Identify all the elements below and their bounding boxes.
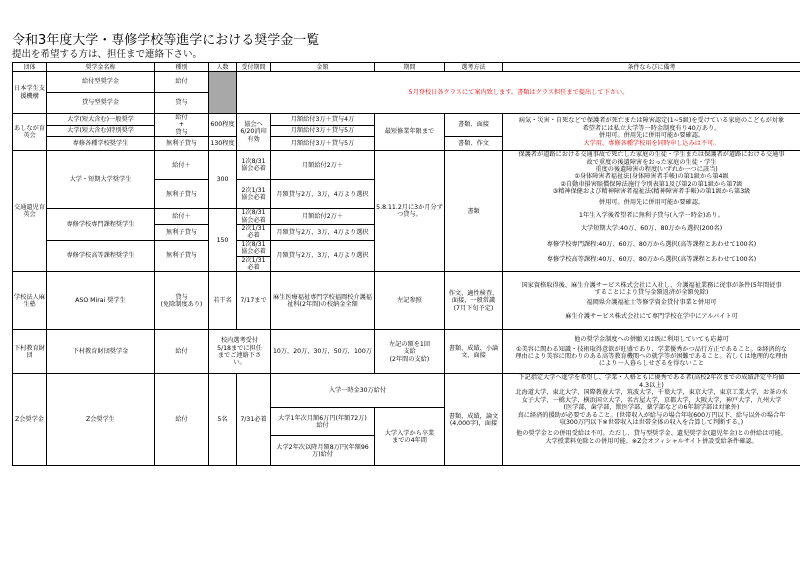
ashinaga-notes [503, 114, 800, 151]
amount-line: 万)給付 [312, 450, 333, 458]
period-line: い。 [233, 359, 246, 367]
aso-select [445, 272, 503, 330]
jasso-notice: 5月登校日各クラスにて案内致します。書類はクラス担任まで提出して下さい。 [237, 72, 800, 114]
note-line: 併用可。併用先に併用可能か要確認。 [598, 132, 705, 140]
jasso-count-cell [209, 72, 237, 114]
jasso-name-grant: 給付型奨学金 [47, 72, 155, 93]
note-line: することにより貸与金額返済が全額免除) [594, 289, 709, 297]
period-line: 必着 [247, 264, 260, 272]
period-line: 5/18までに担任 [217, 344, 262, 352]
period-line: 協会必着 [241, 194, 266, 202]
zkai-select [445, 374, 503, 466]
period-line: 1次8/31 [241, 240, 266, 248]
note-line: ③精神保健および精神障害者福祉法(精神障害者手帳)の第1級から第3級 [552, 188, 751, 196]
ashinaga-period-line: 協会へ [244, 121, 263, 128]
table-row [13, 114, 800, 126]
kotsu-period-f [237, 256, 271, 272]
zkai-amount-y2 [271, 436, 375, 466]
ashinaga-name-special: 大学(短大含む)特別奨学 [47, 125, 155, 137]
ashinaga-period [237, 114, 271, 151]
ashinaga-amount-general: 月額給付3万＋貸与4万 [271, 114, 375, 126]
kotsu-amount-give-2: 月額給付2万＋ [271, 209, 375, 225]
kotsu-select: 書類 [445, 151, 503, 272]
kotsu-type-loan: 無利子貸与 [155, 180, 209, 209]
ashinaga-name-general: 大学(短大含む)一般奨学 [47, 114, 155, 126]
ashinaga-type-loan: 貸与 [175, 128, 188, 136]
header-row [13, 63, 800, 72]
note-line: 女子大学，一橋大学，横浜国立大学，名古屋大学，京都大学，大阪大学，神戸大学，九州大学 [521, 396, 782, 404]
ashinaga-type-plus: + [178, 121, 185, 129]
period-line: 2次1/31 [241, 186, 266, 194]
kotsu-term: 5.8.11.2月に3か月分ずつ貸与。 [375, 151, 445, 272]
note-line: 専修学校専門課程:40万、60万、80万から選択(高等課程とあわせて100名) [546, 240, 757, 248]
kotsu-type-loan-2: 無利子貸与 [155, 225, 209, 241]
select-line: 書類、成績、小論 [448, 344, 499, 352]
note-line: 下記指定大学へ進学を希望し、学業・人格ともに優秀である者(高校2年次までの成績評定平均値 [518, 374, 785, 382]
kotsu-amount-give: 月額給付2万＋ [271, 151, 375, 180]
term-line: 大学入学から卒業 [384, 429, 435, 437]
aso-amount [271, 272, 375, 330]
note-line: 理由により美容に関わりのある高等教育機関への就学等が困難であること。若しくは地理的な理由 [515, 352, 788, 360]
header-notes: 条件ならびに備考 [503, 63, 800, 72]
period-line: 2次1/31 [241, 225, 266, 233]
period-line: 1次8/31 [241, 157, 266, 165]
ashinaga-select-uni: 書類、面接 [445, 114, 503, 137]
header-selection: 選考方法 [445, 63, 503, 72]
aso-select-line: 面接、一般常識 [451, 297, 496, 305]
aso-amount-text: 麻生医療福祉専門学校福岡校介護福祉科(2年間)の校納金全額 [273, 293, 372, 308]
note-line: 大学授業料免除との併用可能。※Z会オフィシャルサイト併設受給条件確認。 [545, 437, 758, 445]
kotsu-name-uni: 大学・短期大学奨学生 [47, 151, 155, 209]
header-period: 受付期間 [237, 63, 271, 72]
note-line: 北海道大学，東北大学，国際教養大学，筑波大学，千葉大学，東京大学，東京工業大学，お茶の水 [515, 389, 788, 397]
note-line: 1年生入学後希望者に無利子貸与(入学一時金)あり。 [579, 212, 724, 220]
shimomura-notes [503, 330, 800, 374]
amount-line: 大学1年次月額6万円(年額72万) [278, 414, 367, 422]
aso-select-line: (7月下旬予定) [453, 304, 494, 312]
kotsu-name-high: 専修学校高等課程奨学生 [47, 240, 155, 272]
aso-type-line: (免除制度あり) [160, 300, 203, 308]
ashinaga-term: 最短修業年限まで [375, 114, 445, 151]
org-zkai: Z会奨学金 [13, 374, 47, 466]
kotsu-count-uni: 300 [209, 151, 237, 209]
zkai-amount-top: 入学一時金30万給付 [271, 374, 445, 408]
aso-term: 左記参照 [375, 272, 445, 330]
org-kotsu: 交通遺児育英会 [13, 151, 47, 272]
kotsu-type-give-2: 給付＋ [155, 209, 209, 225]
org-ashinaga: あしなが育英会 [13, 114, 47, 151]
kotsu-period-a [237, 151, 271, 180]
page-subtitle: 提出を希望する方は、担任まで連絡下さい。 [12, 49, 203, 60]
period-line: 協会必着 [241, 165, 266, 173]
table-row [13, 72, 800, 93]
header-org: 団体 [13, 63, 47, 72]
note-line: 病気・災害・自死などで保護者が死亡または障害認定(1~5級)を受けている家庭のこどもが対象 [518, 117, 785, 125]
note-line: (医学部，歯学部，獣医学部，薬学部などの6年制学部は対象外) [563, 404, 740, 412]
shimomura-select [445, 330, 503, 374]
period-line: 必着 [247, 232, 260, 240]
period-line: 協会必着 [241, 216, 266, 224]
note-line: 国家資格取得後、麻生介護サービス株式会社に入社し、介護福祉業務に従事が条件(5年間従事 [521, 281, 782, 289]
amount-line: 大学2年次以降月額8万円(年額96 [276, 443, 369, 451]
period-line: 校内選考受付 [220, 337, 259, 345]
zkai-name: Z会奨学生 [47, 374, 155, 466]
kotsu-period-d [237, 225, 271, 241]
aso-select-line: 作文、適性検査、 [448, 289, 499, 297]
note-line: 希望者には私立大学等一時金制度有り40万あり。 [582, 124, 721, 132]
aso-type-line: 貸与 [175, 293, 188, 301]
zkai-notes [503, 374, 800, 466]
period-line: 2次1/31 [241, 256, 266, 264]
kotsu-amount-loan: 月額貸与2万，3万，4万より選択 [271, 180, 375, 209]
kotsu-period-b [237, 180, 271, 209]
table-row [13, 330, 800, 374]
header-name: 奨学金名称 [47, 63, 155, 72]
period-line: 1次8/31 [241, 209, 266, 217]
jasso-type-grant: 給付 [155, 72, 209, 93]
term-line: までの4年間 [392, 436, 427, 444]
zkai-term [375, 408, 445, 466]
aso-name: ASO Mirai 奨学生 [47, 272, 155, 330]
ashinaga-type-give: 給付 [175, 114, 188, 121]
select-line: 書類，成績，論文 [448, 412, 499, 420]
zkai-count: 5名 [209, 374, 237, 466]
kotsu-name-vocational: 専修学校専門課程奨学生 [47, 209, 155, 241]
ashinaga-name-vocational: 専修各種学校奨学生 [47, 137, 155, 151]
ashinaga-type [155, 114, 209, 137]
ashinaga-type-vocational: 無利子貸与 [155, 137, 209, 151]
note-line: 真に経済的援助が必要であること。(世帯収入が給与の場合年収600万円以下、給与以外の場合年 [517, 411, 786, 419]
note-line: 収300万円以下※世帯収入は世帯全体の収入を合算して判断する。) [559, 418, 744, 426]
kotsu-type-give: 給付＋ [155, 151, 209, 180]
kotsu-type-loan-3: 無利子貸与 [155, 240, 209, 272]
zkai-amount-y1 [271, 408, 375, 436]
note-line: 4.3以上) [639, 381, 664, 389]
select-line: 文、面接 [461, 351, 486, 359]
ashinaga-period-line: 有効 [247, 135, 260, 143]
amount-line: 給付 [316, 421, 329, 429]
kotsu-count-vocational: 150 [209, 209, 237, 272]
period-line: までご連絡下さ [217, 351, 262, 359]
kotsu-amount-loan-3: 月額貸与2万，3万，4万より選択 [271, 240, 375, 272]
zkai-type: 給付 [155, 374, 209, 466]
ashinaga-count-vocational: 130程度 [209, 137, 237, 151]
scholarship-table [12, 62, 800, 466]
org-jasso: 日本学生支援機構 [13, 72, 47, 114]
note-line: 麻生介護サービス株式会社にて専門学校在学中にアルバイト可 [565, 312, 738, 320]
note-line: 他の奨学金制度への併願又は既に利用していても応募可 [574, 336, 729, 344]
kotsu-notes [503, 151, 800, 272]
header-count: 人数 [209, 63, 237, 72]
shimomura-name: 下村教育財団奨学金 [47, 330, 155, 374]
ashinaga-select-vocational: 書類、作文 [445, 137, 503, 151]
note-line: 他の奨学金との併用受給は不可。ただし、貸与型奨学金、遺児奨学金(遺児年金)との併給は可能。 [516, 430, 787, 438]
ashinaga-amount-vocational: 月額給付3万＋貸与5万 [271, 137, 375, 151]
jasso-type-loan: 貸与 [155, 93, 209, 114]
note-line: 故で重度の後遺障害をおった家庭の生徒・学生 [586, 158, 717, 166]
note-line: 大学短期大学:40万、60万、80万から選択(200名) [580, 225, 723, 233]
shimomura-period [209, 330, 271, 374]
note-line: 専修学校高等課程:40万、60万、80万から選択(高等課程とあわせて100名) [546, 256, 757, 264]
note-line: 福岡県介護福祉士等修学資金貸付事業と併用可 [586, 299, 717, 307]
header-amount: 金額 [271, 63, 375, 72]
note-line: により一人暮らしせざるを得ないこと [598, 360, 705, 368]
shimomura-amount: 10万，20万，30万，50万，100万 [271, 330, 375, 374]
aso-count: 若干名 [209, 272, 237, 330]
select-line: (4,000字)，面接 [449, 419, 498, 427]
note-line: 併用可。併用先に併用可能か要確認。 [598, 198, 705, 206]
note-line: ①美容に関わる知識・技術取得意欲が旺盛であり、学業優秀かつ品行方正であること。②経済的な [516, 345, 787, 353]
term-line: (2年間の支給) [389, 355, 430, 363]
note-line: 保護者が道路における交通事故で死亡した家庭の生徒・学生または保護者が道路における交通事 [518, 151, 785, 159]
aso-type [155, 272, 209, 330]
org-shimomura: 下村教育財団 [13, 330, 47, 374]
aso-notes [503, 272, 800, 330]
note-line: ②自動車損害賠償保障法施行令別表第1及び第2の第1級から第7級 [560, 180, 743, 188]
header-type: 種別 [155, 63, 209, 72]
note-line-warning: 大学用、専修各種学校用を同時申し込みは不可。 [583, 139, 720, 147]
aso-period: 7/17まで [237, 272, 271, 330]
period-line: 協会必着 [241, 248, 266, 256]
page-title: 令和3年度大学・専修学校等進学における奨学金一覧 [12, 33, 320, 48]
kotsu-period-e [237, 240, 271, 256]
kotsu-period-c [237, 209, 271, 225]
table-row [13, 272, 800, 330]
shimomura-term [375, 330, 445, 374]
note-line: 重度の後遺障害の程度(いずれか一つに該当) [595, 166, 718, 174]
zkai-period: 7/31必着 [237, 374, 271, 466]
term-line: 支給 [403, 348, 416, 356]
org-aso: 学校法人麻生塾 [13, 272, 47, 330]
jasso-name-loan: 貸与型奨学金 [47, 93, 155, 114]
term-line: 左記の額を1回 [388, 340, 431, 348]
header-term: 期間 [375, 63, 445, 72]
ashinaga-amount-special: 月額給付3万＋貸与5万 [271, 125, 375, 137]
kotsu-amount-loan-2: 月額貸与2万，3万，4万より選択 [271, 225, 375, 241]
note-line: ①身体障害者福祉法(身体障害者手帳)の第1級から第4級 [574, 173, 729, 181]
ashinaga-count-uni: 600程度 [209, 114, 237, 137]
table-row [13, 151, 800, 180]
table-row [13, 374, 800, 408]
ashinaga-period-line: 6/20消印 [240, 128, 267, 136]
shimomura-type: 給付 [155, 330, 209, 374]
